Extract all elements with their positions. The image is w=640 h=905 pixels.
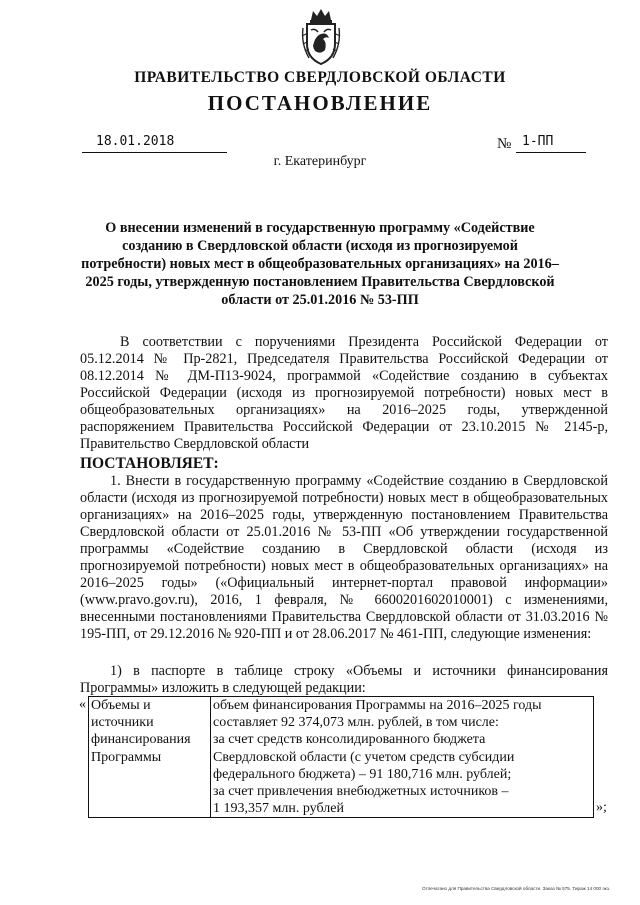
table-row <box>89 697 594 818</box>
cell-line: объем финансирования Программы на 2016–2025 годы <box>213 698 542 713</box>
date-field <box>82 134 227 153</box>
cell-line: Программы <box>91 749 162 765</box>
funding-table <box>88 696 594 818</box>
table-open-quote: « <box>79 697 86 712</box>
cell-line: Объемы и <box>91 698 151 713</box>
table-cell-parameter <box>89 697 211 818</box>
document-subject: О внесении изменений в государственную программу «Содействие созданию в Свердловской области (исходя из прогнозируемой потребности) новых мест в общеобразовательных организациях» на 2016–2025 годы, утвержденную постановлением Правительства Свердловской области от 25.01.2016 № 53-ПП <box>81 220 559 308</box>
coat-of-arms-icon <box>299 6 343 68</box>
cell-line: финансирования <box>91 732 191 748</box>
preamble-paragraph: В соответствии с поручениями Президента Российской Федерации от 05.12.2014 № Пр-2821, Председателя Правительства Российской Федерации от 08.12.2014 № ДМ-П13-9024, программой «Содействие созданию в субъектах Российской Федерации (исходя из прогнозируемой потребности) новых мест в общеобразовательных организациях» на 2016–2025 годы, утвержденной распоряжением Правительства Российской Федерации от 23.10.2015 № 2145-р, Правительство Свердловской области <box>80 334 608 452</box>
cell-line: источники <box>91 715 154 731</box>
cell-line: составляет 92 374,073 млн. рублей, в том числе: <box>213 715 499 731</box>
item-1-1-paragraph: 1) в паспорте в таблице строку «Объемы и источники финансирования Программы» изложить в следующей редакции: <box>80 663 608 696</box>
cell-line: 1 193,357 млн. рублей <box>213 801 344 817</box>
document-date: 18.01.2018 <box>96 134 175 149</box>
number-label: № <box>497 136 512 152</box>
resolves-heading: ПОСТАНОВЛЯЕТ: <box>80 455 219 472</box>
city: г. Екатеринбург <box>273 154 367 169</box>
item-1-paragraph: 1. Внести в государственную программу «Содействие созданию в Свердловской области (исходя из прогнозируемой потребности) новых мест в общеобразовательных организациях» на 2016–2025 годы, утвержденную постановлением Правительства Свердловской области от 25.01.2016 № 53-ПП «Об утверждении государственной программы «Содействие созданию в Свердловской области (исходя из прогнозируемой потребности) новых мест в общеобразовательных организациях» на 2016–2025 годы» («Официальный интернет-портал правовой информации» (www.pravo.gov.ru), 2016, 1 февраля, № 6600201602010001) с изменениями, внесенными постановлениями Правительства Свердловской области от 31.03.2016 № 195-ПП, от 29.12.2016 № 920-ПП и от 28.06.2017 № 461-ПП, следующие изменения: <box>80 473 608 642</box>
cell-line: Свердловской области (с учетом средств субсидии <box>213 749 515 765</box>
document-type: ПОСТАНОВЛЕНИЕ <box>207 91 433 115</box>
table-cell-value <box>211 697 594 818</box>
print-note: Отпечатано для Правительства Свердловской области. Заказ № 575. Тираж 14 000 экз. <box>422 886 611 891</box>
government-title: ПРАВИТЕЛЬСТВО СВЕРДЛОВСКОЙ ОБЛАСТИ <box>134 69 506 86</box>
document-number: 1-ПП <box>522 134 554 149</box>
table-close-quote: »; <box>596 800 607 815</box>
cell-line: за счет привлечения внебюджетных источников – <box>213 784 509 800</box>
cell-line: федерального бюджета) – 91 180,716 млн. рублей; <box>213 766 512 782</box>
cell-line: за счет средств консолидированного бюджета <box>213 732 486 748</box>
number-field <box>516 134 586 153</box>
